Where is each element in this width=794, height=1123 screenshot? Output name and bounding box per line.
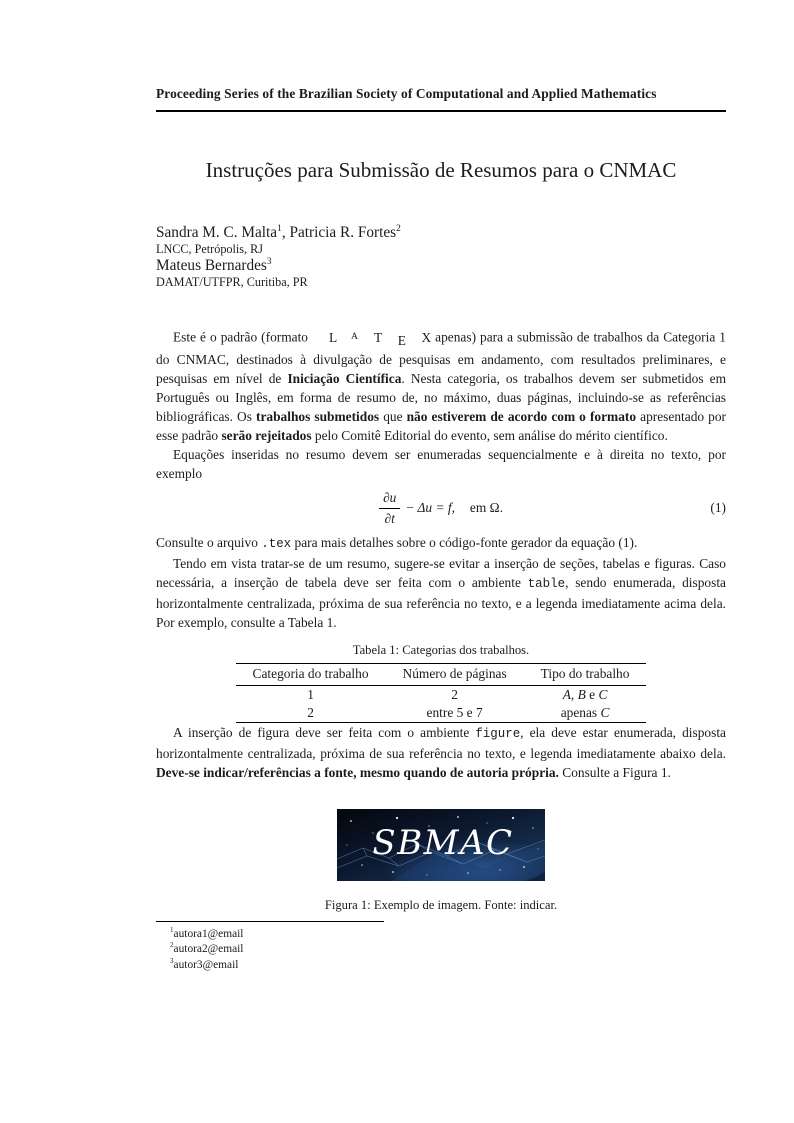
paragraph-figures: A inserção de figura deve ser feita com o ambiente figure, ela deve estar enumerada, disposta horizontalmente centralizada, próxima de sua referência no texto, e legenda imediatamente abaixo dela. Deve-se indicar/referências a fonte, mesmo quando de autoria própria. Consulte a Figura 1. (156, 724, 726, 780)
paragraph-equations: Equações inseridas no resumo devem ser enumeradas sequencialmente e à direita no texto, por exemplo (156, 446, 726, 481)
column-header-tipo: Tipo do trabalho (524, 663, 647, 685)
header-rule (156, 110, 726, 112)
table-cell: A, B e C (562, 686, 608, 702)
table-cell: apenas C (560, 704, 610, 720)
equation-number: (1) (710, 500, 726, 515)
author-names-line-1: Sandra M. C. Malta$^1$, Patricia R. Fortes$^2$ (156, 223, 401, 241)
table-cell: 2 (307, 704, 314, 720)
equation-fraction (379, 490, 400, 527)
equation-body (379, 490, 503, 527)
footnote-3: $^3$autor3@email (170, 956, 239, 971)
footnotes-block (156, 921, 726, 974)
figure-caption: Figura 1: Exemplo de imagem. Fonte: indicar. (324, 897, 558, 912)
paragraph-consulte: Consulte o arquivo .tex para mais detalhes sobre o código-fonte gerador da equação (1). (156, 534, 638, 551)
table-row (236, 704, 647, 723)
table-cell: entre 5 e 7 (426, 704, 483, 720)
equation-condition: em Ω. (469, 500, 503, 515)
sbmac-logo-image (337, 809, 545, 881)
table-row (236, 685, 647, 704)
author-block (156, 224, 726, 290)
page-title: Instruções para Submissão de Resumos para o CNMAC (205, 158, 677, 182)
running-head: Proceeding Series of the Brazilian Society of Computational and Applied Mathematics (156, 86, 657, 101)
table-caption: Tabela 1: Categorias dos trabalhos. (352, 642, 530, 657)
author-affiliation-1: LNCC, Petrópolis, RJ (156, 242, 263, 256)
author-names-line-2: Mateus Bernardes$^3$ (156, 256, 272, 274)
table-block (156, 642, 726, 723)
footnote-1: $^1$autora1@email (170, 925, 244, 940)
footnote-rule (156, 921, 384, 922)
document-body (156, 327, 726, 913)
footnote-2: $^2$autora2@email (170, 941, 244, 955)
fraction-denominator: ∂t (384, 510, 395, 526)
categories-table (236, 663, 647, 723)
paragraph-tables: Tendo em vista tratar-se de um resumo, sugere-se evitar a inserção de seções, tabelas e figuras. Caso necessária, a inserção de tabela deve ser feita com o ambiente table, sendo enumerada, disposta horizontalmente centralizada, próxima de sua referência no texto, e a legenda imediatamente acima dela. Por exemplo, consulte a Tabela 1. (156, 555, 727, 630)
column-header-categoria: Categoria do trabalho (236, 663, 386, 685)
figure-block (156, 809, 726, 913)
table-cell: 2 (451, 686, 458, 702)
table-cell: 1 (307, 686, 314, 702)
column-header-paginas: Número de páginas (386, 663, 524, 685)
display-equation (156, 490, 726, 527)
latex-logo: L A T E X (329, 329, 432, 348)
paragraph-intro: Este é o padrão (formato L A T E X apenas) para a submissão de trabalhos da Categoria 1 do CNMAC, destinados à divulgação de pesquisas em andamento, com resultados preliminares, e pesquisas em nível de Iniciação Científica. Nesta categoria, os trabalhos devem ser submetidos em Português ou Inglês, em forma de resumo de, no máximo, duas páginas, incluindo-se as referências bibliográficas. Os trabalhos submetidos que não estiverem de acordo com o formato apresentado por esse padrão serão rejeitados pelo Comitê Editorial do evento, sem análise do mérito científico. (156, 329, 727, 443)
logo-text: SBMAC (372, 822, 514, 863)
table-header-row (236, 663, 647, 685)
author-affiliation-2: DAMAT/UTFPR, Curitiba, PR (156, 275, 308, 289)
equation-rest: − Δu = f, (405, 500, 455, 515)
fraction-numerator: ∂u (379, 490, 400, 509)
